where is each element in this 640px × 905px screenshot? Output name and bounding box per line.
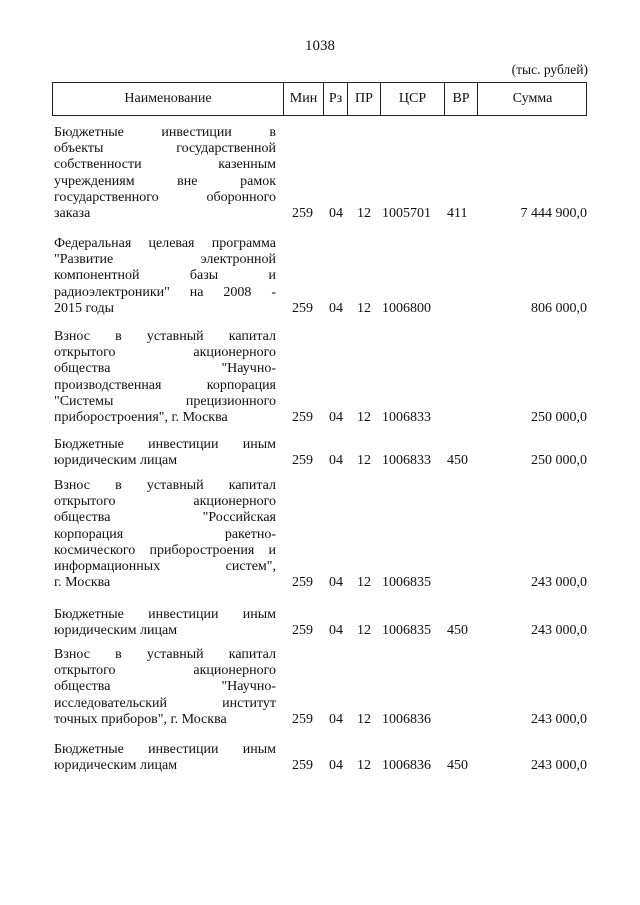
row-name-line: общества "Научно-: [54, 679, 276, 695]
cell-rz: 04: [329, 711, 343, 727]
header-sum: Сумма: [477, 83, 587, 115]
row-name-line: учреждениям вне рамок: [54, 173, 276, 189]
row-name-line: Взнос в уставный капитал: [54, 647, 276, 662]
header-rz: Рз: [323, 83, 347, 115]
cell-min: 259: [292, 300, 313, 316]
cell-rz: 04: [329, 758, 343, 774]
row-name-line: точных приборов", г. Москва: [54, 711, 227, 727]
row-name: [54, 437, 276, 469]
cell-pr: 12: [357, 711, 371, 727]
row-name-line: корпорация ракетно-: [54, 526, 276, 542]
cell-pr: 12: [357, 453, 371, 469]
cell-csr: 1005701: [382, 205, 431, 221]
cell-sum: 250 000,0: [531, 453, 587, 469]
unit-note: (тыс. рублей): [511, 62, 588, 77]
cell-sum: 243 000,0: [531, 623, 587, 639]
row-name-line: государственного оборонного: [54, 189, 276, 205]
row-name-line: общества "Научно-: [54, 361, 276, 377]
row-name-line: 2015 годы: [54, 300, 115, 316]
header-vr: ВР: [444, 83, 477, 115]
row-name-line: общества "Российская: [54, 510, 276, 526]
row-name-line: информационных систем",: [54, 559, 276, 575]
cell-rz: 04: [329, 575, 343, 591]
header-csr: ЦСР: [380, 83, 444, 115]
row-name-line: Взнос в уставный капитал: [54, 329, 276, 344]
cell-sum: 243 000,0: [531, 711, 587, 727]
row-name-line: юридическим лицам: [54, 623, 178, 639]
cell-rz: 04: [329, 409, 343, 425]
row-name: [54, 742, 276, 774]
cell-min: 259: [292, 205, 313, 221]
table-row: [52, 647, 587, 728]
cell-min: 259: [292, 453, 313, 469]
cell-min: 259: [292, 758, 313, 774]
cell-rz: 04: [329, 623, 343, 639]
row-name-line: исследовательский институт: [54, 695, 276, 711]
row-name-line: Взнос в уставный капитал: [54, 478, 276, 493]
row-name-line: юридическим лицам: [54, 758, 178, 774]
cell-pr: 12: [357, 409, 371, 425]
cell-sum: 7 444 900,0: [520, 205, 587, 221]
row-name-line: приборостроения", г. Москва: [54, 410, 228, 426]
row-name-line: космического приборостроения и: [54, 542, 276, 558]
page-number: 1038: [305, 38, 335, 54]
cell-vr: 450: [447, 623, 468, 639]
table-row: [52, 236, 587, 317]
table-row: [52, 478, 587, 591]
header-pr: ПР: [347, 83, 380, 115]
row-name-line: радиоэлектроники" на 2008 -: [54, 284, 276, 300]
row-name-line: г. Москва: [54, 575, 111, 591]
cell-sum: 243 000,0: [531, 758, 587, 774]
row-name-line: "Развитие электронной: [54, 252, 276, 268]
row-name: [54, 478, 276, 591]
cell-csr: 1006833: [382, 453, 431, 469]
cell-min: 259: [292, 623, 313, 639]
cell-csr: 1006833: [382, 409, 431, 425]
table-row: [52, 607, 587, 639]
cell-sum: 243 000,0: [531, 575, 587, 591]
cell-rz: 04: [329, 453, 343, 469]
cell-pr: 12: [357, 575, 371, 591]
row-name: [54, 236, 276, 317]
row-name-line: Бюджетные инвестиции иным: [54, 742, 276, 757]
cell-sum: 250 000,0: [531, 409, 587, 425]
table-row: [52, 329, 587, 426]
cell-rz: 04: [329, 205, 343, 221]
row-name-line: Бюджетные инвестиции в: [54, 125, 276, 140]
row-name-line: Бюджетные инвестиции иным: [54, 607, 276, 622]
header-name: Наименование: [124, 91, 212, 106]
table-header: [52, 82, 587, 116]
cell-csr: 1006835: [382, 575, 431, 591]
table-row: [52, 742, 587, 774]
cell-sum: 806 000,0: [531, 300, 587, 316]
row-name: [54, 329, 276, 426]
cell-csr: 1006836: [382, 758, 431, 774]
row-name-line: "Системы прецизионного: [54, 393, 276, 409]
row-name-line: открытого акционерного: [54, 345, 276, 361]
header-min: Мин: [283, 83, 323, 115]
row-name-line: собственности казенным: [54, 157, 276, 173]
cell-vr: 411: [447, 205, 468, 221]
cell-pr: 12: [357, 300, 371, 316]
cell-csr: 1006835: [382, 623, 431, 639]
row-name-line: Бюджетные инвестиции иным: [54, 437, 276, 452]
table-row: [52, 125, 587, 222]
row-name-line: юридическим лицам: [54, 453, 178, 469]
row-name-line: компонентной базы и: [54, 268, 276, 284]
cell-pr: 12: [357, 758, 371, 774]
row-name: [54, 125, 276, 222]
cell-pr: 12: [357, 623, 371, 639]
row-name-line: заказа: [54, 206, 91, 222]
cell-vr: 450: [447, 453, 468, 469]
row-name-line: объекты государственной: [54, 141, 276, 157]
cell-min: 259: [292, 409, 313, 425]
row-name: [54, 607, 276, 639]
cell-csr: 1006836: [382, 711, 431, 727]
cell-rz: 04: [329, 300, 343, 316]
row-name: [54, 647, 276, 728]
row-name-line: Федеральная целевая программа: [54, 236, 276, 251]
row-name-line: открытого акционерного: [54, 494, 276, 510]
cell-vr: 450: [447, 758, 468, 774]
cell-csr: 1006800: [382, 300, 431, 316]
row-name-line: открытого акционерного: [54, 663, 276, 679]
table-row: [52, 437, 587, 469]
cell-min: 259: [292, 711, 313, 727]
cell-pr: 12: [357, 205, 371, 221]
cell-min: 259: [292, 575, 313, 591]
row-name-line: производственная корпорация: [54, 377, 276, 393]
